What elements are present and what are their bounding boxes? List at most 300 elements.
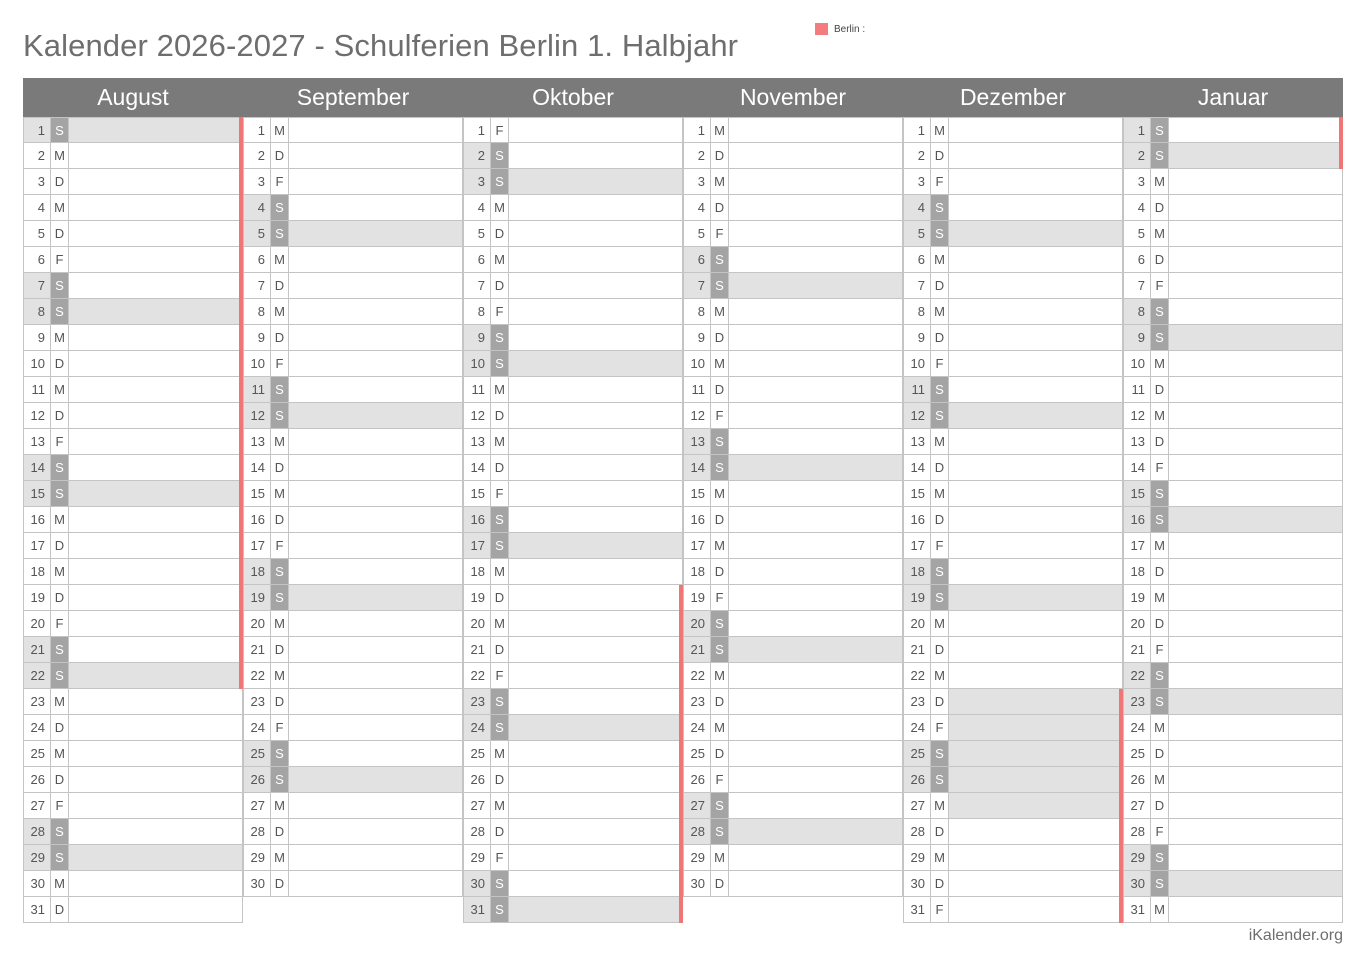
day-note-cell <box>69 118 242 142</box>
day-note-cell <box>289 741 462 766</box>
weekday-letter: S <box>51 273 69 298</box>
day-note-cell <box>1169 273 1342 298</box>
day-note-cell <box>1169 221 1342 246</box>
day-row <box>1123 507 1343 533</box>
day-number: 23 <box>1124 689 1151 714</box>
day-note-cell <box>289 143 462 168</box>
day-note-cell <box>289 507 462 532</box>
day-number: 4 <box>904 195 931 220</box>
day-note-cell <box>949 273 1122 298</box>
day-number: 1 <box>464 118 491 142</box>
day-note-cell <box>949 429 1122 454</box>
day-number: 10 <box>464 351 491 376</box>
weekday-letter: S <box>711 819 729 844</box>
day-number: 22 <box>684 663 711 688</box>
day-row <box>683 455 903 481</box>
weekday-letter: S <box>1151 663 1169 688</box>
day-number: 31 <box>464 897 491 922</box>
day-number: 3 <box>24 169 51 194</box>
day-note-cell <box>509 403 682 428</box>
day-row <box>23 325 243 351</box>
day-number: 16 <box>1124 507 1151 532</box>
day-row <box>1123 689 1343 715</box>
day-number: 22 <box>464 663 491 688</box>
day-note-cell <box>509 611 682 636</box>
day-number: 6 <box>904 247 931 272</box>
day-number: 12 <box>1124 403 1151 428</box>
weekday-letter: S <box>711 273 729 298</box>
day-row <box>23 429 243 455</box>
weekday-letter: S <box>51 663 69 688</box>
day-note-cell <box>729 377 902 402</box>
day-row <box>463 637 683 663</box>
legend-label: Berlin : <box>834 23 866 35</box>
day-note-cell <box>289 325 462 350</box>
weekday-letter: S <box>491 507 509 532</box>
day-note-cell <box>289 767 462 792</box>
weekday-letter: M <box>271 247 289 272</box>
day-number: 28 <box>1124 819 1151 844</box>
weekday-letter: D <box>491 403 509 428</box>
weekday-letter: S <box>1151 325 1169 350</box>
day-row <box>1123 117 1343 143</box>
day-row <box>243 819 463 845</box>
weekday-letter: F <box>271 715 289 740</box>
day-note-cell <box>289 663 462 688</box>
day-number: 22 <box>904 663 931 688</box>
day-note-cell <box>509 351 682 376</box>
weekday-letter: S <box>51 637 69 662</box>
day-note-cell <box>289 299 462 324</box>
day-note-cell <box>1169 897 1342 922</box>
day-row <box>1123 169 1343 195</box>
weekday-letter: D <box>51 169 69 194</box>
day-number: 20 <box>244 611 271 636</box>
day-row <box>683 559 903 585</box>
weekday-letter: M <box>271 429 289 454</box>
day-note-cell <box>509 663 682 688</box>
day-row <box>903 377 1123 403</box>
weekday-letter: S <box>711 611 729 636</box>
weekday-letter: M <box>1151 351 1169 376</box>
day-row <box>23 559 243 585</box>
day-row <box>23 273 243 299</box>
weekday-letter: S <box>271 377 289 402</box>
day-number: 26 <box>244 767 271 792</box>
day-row <box>23 611 243 637</box>
day-row <box>23 507 243 533</box>
weekday-letter: S <box>271 559 289 584</box>
month-column-august <box>23 117 243 923</box>
day-number: 24 <box>24 715 51 740</box>
weekday-letter: F <box>1151 819 1169 844</box>
day-note-cell <box>1169 507 1342 532</box>
day-number: 15 <box>244 481 271 506</box>
day-number: 21 <box>904 637 931 662</box>
day-row <box>683 143 903 169</box>
day-row <box>683 533 903 559</box>
day-number: 11 <box>24 377 51 402</box>
weekday-letter: S <box>931 767 949 792</box>
weekday-letter: D <box>271 507 289 532</box>
weekday-letter: D <box>51 897 69 922</box>
day-row <box>23 117 243 143</box>
day-note-cell <box>729 819 902 844</box>
day-note-cell <box>69 559 242 584</box>
day-note-cell <box>289 637 462 662</box>
weekday-letter: M <box>271 118 289 142</box>
day-row <box>1123 533 1343 559</box>
day-note-cell <box>729 845 902 870</box>
day-row <box>683 767 903 793</box>
day-row <box>1123 611 1343 637</box>
day-row <box>683 117 903 143</box>
day-row <box>463 429 683 455</box>
weekday-letter: S <box>1151 845 1169 870</box>
day-number: 9 <box>24 325 51 350</box>
weekday-letter: M <box>51 325 69 350</box>
weekday-letter: M <box>51 559 69 584</box>
day-number: 17 <box>1124 533 1151 558</box>
day-row <box>903 143 1123 169</box>
day-number: 13 <box>464 429 491 454</box>
day-number: 8 <box>904 299 931 324</box>
day-note-cell <box>1169 169 1342 194</box>
day-note-cell <box>509 481 682 506</box>
day-row <box>23 637 243 663</box>
day-number: 30 <box>24 871 51 896</box>
month-column-september <box>243 117 463 923</box>
day-row <box>243 273 463 299</box>
day-number: 31 <box>1124 897 1151 922</box>
day-number: 29 <box>904 845 931 870</box>
day-number: 17 <box>24 533 51 558</box>
weekday-letter: D <box>931 325 949 350</box>
day-number: 8 <box>464 299 491 324</box>
day-note-cell <box>729 299 902 324</box>
weekday-letter: D <box>1151 195 1169 220</box>
day-row <box>23 689 243 715</box>
day-row <box>1123 637 1343 663</box>
day-note-cell <box>1169 118 1342 142</box>
day-row <box>23 403 243 429</box>
day-note-cell <box>1169 559 1342 584</box>
day-row <box>243 715 463 741</box>
day-note-cell <box>289 351 462 376</box>
weekday-letter: S <box>271 767 289 792</box>
day-number: 1 <box>244 118 271 142</box>
day-number: 1 <box>24 118 51 142</box>
day-row <box>23 455 243 481</box>
day-row <box>23 169 243 195</box>
day-number: 23 <box>684 689 711 714</box>
day-number: 28 <box>24 819 51 844</box>
day-note-cell <box>1169 143 1342 168</box>
day-note-cell <box>1169 637 1342 662</box>
weekday-letter: M <box>491 611 509 636</box>
weekday-letter: M <box>51 689 69 714</box>
month-name-januar: Januar <box>1197 84 1269 110</box>
weekday-letter: M <box>711 715 729 740</box>
day-number: 19 <box>904 585 931 610</box>
day-row <box>463 169 683 195</box>
day-row <box>23 585 243 611</box>
weekday-letter: M <box>931 299 949 324</box>
day-number: 13 <box>904 429 931 454</box>
day-note-cell <box>289 559 462 584</box>
day-row <box>903 273 1123 299</box>
weekday-letter: M <box>51 507 69 532</box>
day-number: 20 <box>464 611 491 636</box>
day-row <box>903 195 1123 221</box>
day-row <box>23 351 243 377</box>
day-note-cell <box>69 871 242 896</box>
day-row <box>243 299 463 325</box>
day-note-cell <box>729 273 902 298</box>
day-number: 28 <box>684 819 711 844</box>
day-number: 10 <box>904 351 931 376</box>
day-row <box>463 507 683 533</box>
day-note-cell <box>1169 767 1342 792</box>
weekday-letter: D <box>931 455 949 480</box>
day-note-cell <box>69 455 242 480</box>
day-note-cell <box>729 221 902 246</box>
day-note-cell <box>289 533 462 558</box>
weekday-letter: S <box>491 897 509 922</box>
day-row <box>1123 481 1343 507</box>
day-row <box>463 325 683 351</box>
day-row <box>683 507 903 533</box>
day-note-cell <box>289 429 462 454</box>
day-row <box>23 299 243 325</box>
day-row <box>23 663 243 689</box>
weekday-letter: M <box>711 845 729 870</box>
day-note-cell <box>729 429 902 454</box>
weekday-letter: M <box>711 351 729 376</box>
day-number: 7 <box>904 273 931 298</box>
weekday-letter: S <box>51 845 69 870</box>
weekday-letter: S <box>931 403 949 428</box>
day-note-cell <box>289 793 462 818</box>
day-number: 30 <box>1124 871 1151 896</box>
day-note-cell <box>289 819 462 844</box>
day-number: 7 <box>684 273 711 298</box>
day-note-cell <box>289 611 462 636</box>
day-note-cell <box>509 325 682 350</box>
day-number: 27 <box>244 793 271 818</box>
day-number: 3 <box>244 169 271 194</box>
day-row <box>243 559 463 585</box>
weekday-letter: F <box>931 897 949 922</box>
day-row <box>243 637 463 663</box>
weekday-letter: D <box>931 689 949 714</box>
day-note-cell <box>1169 247 1342 272</box>
weekday-letter: F <box>711 585 729 610</box>
weekday-letter: D <box>711 741 729 766</box>
weekday-letter: F <box>931 169 949 194</box>
weekday-letter: F <box>491 299 509 324</box>
day-row <box>683 403 903 429</box>
day-note-cell <box>289 273 462 298</box>
weekday-letter: M <box>931 793 949 818</box>
day-note-cell <box>509 741 682 766</box>
day-number: 18 <box>464 559 491 584</box>
weekday-letter: S <box>1151 118 1169 142</box>
weekday-letter: S <box>271 585 289 610</box>
day-row <box>463 897 683 923</box>
day-note-cell <box>1169 585 1342 610</box>
weekday-letter: S <box>51 455 69 480</box>
day-note-cell <box>69 611 242 636</box>
day-number: 27 <box>464 793 491 818</box>
day-number: 31 <box>904 897 931 922</box>
day-note-cell <box>949 897 1122 922</box>
day-note-cell <box>1169 611 1342 636</box>
weekday-letter: D <box>491 585 509 610</box>
month-column-oktober <box>463 117 683 923</box>
day-number: 9 <box>1124 325 1151 350</box>
day-number: 10 <box>244 351 271 376</box>
day-row <box>23 715 243 741</box>
day-note-cell <box>1169 351 1342 376</box>
day-row <box>1123 299 1343 325</box>
day-number: 27 <box>904 793 931 818</box>
weekday-letter: D <box>51 403 69 428</box>
day-note-cell <box>69 169 242 194</box>
day-row <box>903 741 1123 767</box>
day-note-cell <box>509 247 682 272</box>
weekday-letter: M <box>1151 715 1169 740</box>
day-note-cell <box>729 325 902 350</box>
month-column-november <box>683 117 903 923</box>
day-number: 21 <box>684 637 711 662</box>
day-note-cell <box>729 195 902 220</box>
day-note-cell <box>729 585 902 610</box>
weekday-letter: F <box>51 429 69 454</box>
weekday-letter: M <box>271 299 289 324</box>
day-note-cell <box>729 637 902 662</box>
day-number: 5 <box>904 221 931 246</box>
day-number: 30 <box>244 871 271 896</box>
day-note-cell <box>509 767 682 792</box>
weekday-letter: M <box>1151 533 1169 558</box>
day-number: 19 <box>1124 585 1151 610</box>
day-row <box>903 455 1123 481</box>
holiday-bar <box>1339 117 1343 169</box>
weekday-letter: M <box>491 559 509 584</box>
day-row <box>23 221 243 247</box>
day-note-cell <box>1169 533 1342 558</box>
weekday-letter: S <box>271 195 289 220</box>
weekday-letter: S <box>1151 481 1169 506</box>
day-note-cell <box>289 169 462 194</box>
day-number: 10 <box>24 351 51 376</box>
weekday-letter: D <box>711 689 729 714</box>
day-row <box>683 689 903 715</box>
day-row <box>1123 221 1343 247</box>
month-name-september: September <box>296 84 410 110</box>
weekday-letter: F <box>711 403 729 428</box>
day-row <box>243 195 463 221</box>
day-row <box>683 273 903 299</box>
day-number: 4 <box>244 195 271 220</box>
day-number: 15 <box>1124 481 1151 506</box>
day-number: 15 <box>904 481 931 506</box>
day-note-cell <box>949 195 1122 220</box>
weekday-letter: D <box>931 143 949 168</box>
weekday-letter: D <box>711 559 729 584</box>
day-number: 27 <box>1124 793 1151 818</box>
day-note-cell <box>949 533 1122 558</box>
weekday-letter: D <box>51 221 69 246</box>
weekday-letter: D <box>51 585 69 610</box>
day-number: 3 <box>1124 169 1151 194</box>
day-row <box>463 481 683 507</box>
day-row <box>683 845 903 871</box>
day-row <box>1123 871 1343 897</box>
day-note-cell <box>949 169 1122 194</box>
weekday-letter: M <box>491 741 509 766</box>
weekday-letter: S <box>491 533 509 558</box>
day-note-cell <box>1169 429 1342 454</box>
day-row <box>1123 273 1343 299</box>
day-row <box>463 715 683 741</box>
weekday-letter: M <box>1151 585 1169 610</box>
month-name-august: August <box>97 84 169 110</box>
day-row <box>463 585 683 611</box>
day-note-cell <box>949 793 1122 818</box>
day-number: 26 <box>464 767 491 792</box>
day-note-cell <box>289 377 462 402</box>
day-note-cell <box>1169 481 1342 506</box>
day-note-cell <box>69 663 242 688</box>
day-row <box>243 351 463 377</box>
day-number: 26 <box>1124 767 1151 792</box>
weekday-letter: S <box>711 429 729 454</box>
weekday-letter: M <box>271 481 289 506</box>
day-number: 29 <box>1124 845 1151 870</box>
day-row <box>243 689 463 715</box>
weekday-letter: F <box>271 351 289 376</box>
day-number: 23 <box>904 689 931 714</box>
day-number: 2 <box>904 143 931 168</box>
day-row <box>683 377 903 403</box>
weekday-letter: M <box>931 118 949 142</box>
day-row <box>903 793 1123 819</box>
day-row <box>463 767 683 793</box>
day-note-cell <box>1169 299 1342 324</box>
weekday-letter: M <box>271 845 289 870</box>
month-column-dezember <box>903 117 1123 923</box>
weekday-letter: S <box>1151 143 1169 168</box>
weekday-letter: M <box>711 299 729 324</box>
weekday-letter: F <box>931 533 949 558</box>
day-number: 3 <box>904 169 931 194</box>
day-note-cell <box>949 377 1122 402</box>
day-number: 4 <box>464 195 491 220</box>
day-row <box>1123 403 1343 429</box>
day-note-cell <box>949 663 1122 688</box>
weekday-letter: D <box>711 325 729 350</box>
day-number: 26 <box>904 767 931 792</box>
day-row <box>243 455 463 481</box>
day-row <box>243 221 463 247</box>
day-number: 12 <box>904 403 931 428</box>
weekday-letter: F <box>491 481 509 506</box>
weekday-letter: S <box>1151 299 1169 324</box>
weekday-letter: D <box>711 507 729 532</box>
weekday-letter: F <box>51 611 69 636</box>
